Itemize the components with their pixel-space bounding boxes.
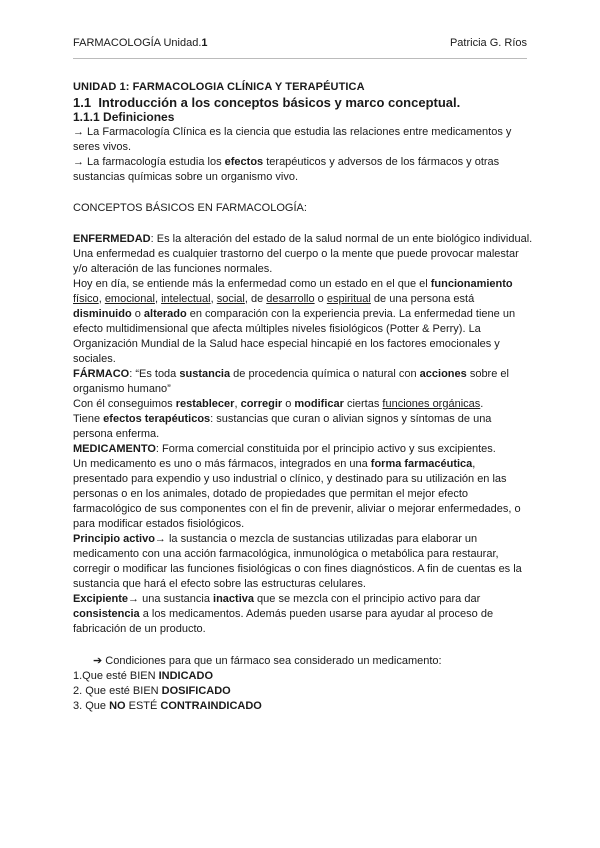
condition-1: 1.Que esté BIEN INDICADO [73,670,213,682]
concepts-heading: CONCEPTOS BÁSICOS EN FARMACOLOGÍA: [73,202,307,214]
farmaco-definition: FÁRMACO: “Es toda sustancia de procedencia química o natural con acciones sobre el organismo humano” [73,368,509,395]
farmaco-paragraph-3: Tiene efectos terapéuticos: sustancias que curan o alivian signos y síntomas de una persona enferma. [73,413,492,440]
condition-2: 2. Que esté BIEN DOSIFICADO [73,685,231,697]
subsection-title: 1.1.1 Definiciones [73,110,175,124]
principio-activo-paragraph: Principio activo→ la sustancia o mezcla de sustancias utilizadas para elaborar un medicamento con una acción farmacológica, inmunológica o metabólica para restaurar, corregir o modificar las funciones fisiológicas o con fines diagnósticos. A fin de cuentas es la sustancia que hará el efecto sobre las estructuras celulares. [73,533,522,590]
document-body [73,80,533,714]
enfermedad-paragraph-2: Una enfermedad es cualquier trastorno del cuerpo o la mente que puede provocar malestar y/o alteración de las funciones normales. [73,248,519,275]
header-divider [73,58,527,59]
header-author: Patricia G. Ríos [449,37,527,49]
enfermedad-paragraph-3: Hoy en día, se entiende más la enfermedad como un estado en el que el funcionamiento físico, emocional, intelectual, social, de desarrollo o espiritual de una persona está disminuido o alterado en comparación con la experiencia previa. La enfermedad tiene un efecto multidimensional que afecta múltiples niveles fisiológicos (Potter & Perry). La Organización Mundial de la Salud hace especial hincapié en los factores emocionales y sociales. [73,278,516,365]
conditions-intro: ➔ Condiciones para que un fármaco sea considerado un medicamento: [93,655,442,667]
enfermedad-definition: ENFERMEDAD: Es la alteración del estado de la salud normal de un ente biológico individual. [73,233,533,245]
farmaco-paragraph-2: Con él conseguimos restablecer, corregir o modificar ciertas funciones orgánicas. [73,398,484,410]
unit-title: UNIDAD 1: FARMACOLOGIA CLÍNICA Y TERAPÉUTICA [73,81,365,93]
excipiente-paragraph: Excipiente→ una sustancia inactiva que se mezcla con el principio activo para dar consistencia a los medicamentos. Además pueden usarse para ayudar al proceso de fabricación de un producto. [73,593,494,635]
section-title: 1.1 Introducción a los conceptos básicos y marco conceptual. [73,95,461,110]
definition-2: → La farmacología estudia los efectos terapéuticos y adversos de los fármacos y otras sustancias químicas sobre un organismo vivo. [73,156,500,183]
medicamento-definition: MEDICAMENTO: Forma comercial constituida por el principio activo y sus excipientes. [73,443,496,455]
medicamento-paragraph-2: Un medicamento es uno o más fármacos, integrados en una forma farmacéutica, presentado para expendio y uso industrial o clínico, y destinado para su utilización en las personas o en los animales, dotado de propiedades que permitan el mejor efecto farmacológico de sus componentes con el fin de prevenir, aliviar o mejorar enfermedades, o para modificar estados fisiológicos. [73,458,521,530]
definition-1: → La Farmacología Clínica es la ciencia que estudia las relaciones entre medicamentos y seres vivos. [73,126,512,153]
page-header [73,37,527,49]
header-course: FARMACOLOGÍA Unidad.1 [73,37,208,49]
condition-3: 3. Que NO ESTÉ CONTRAINDICADO [73,700,262,712]
